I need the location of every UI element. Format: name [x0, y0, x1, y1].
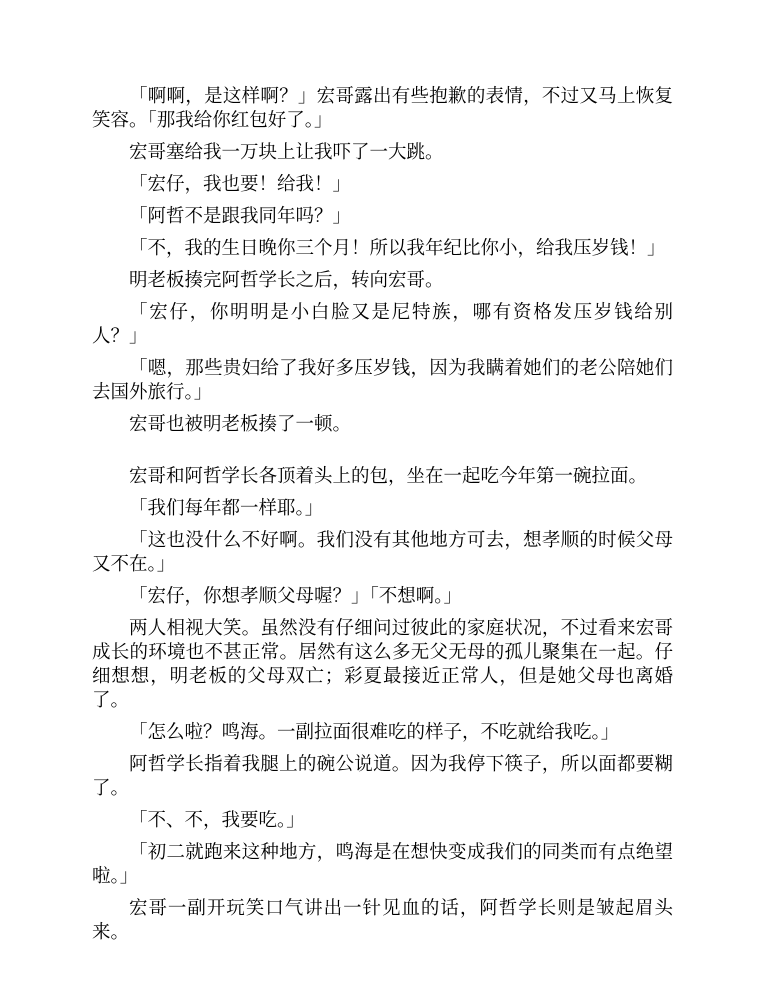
paragraph: 「宏仔，你明明是小白脸又是尼特族，哪有资格发压岁钱给别人？」 [92, 302, 673, 347]
paragraph: 「阿哲不是跟我同年吗？」 [129, 206, 352, 227]
paragraph: 宏哥和阿哲学长各顶着头上的包，坐在一起吃今年第一碗拉面。 [129, 466, 648, 487]
paragraph: 两人相视大笑。虽然没有仔细问过彼此的家庭状况，不过看来宏哥成长的环境也不甚正常。居然有这么多无父无母的孤儿聚集在一起。仔细想想，明老板的父母双亡；彩夏最接近正常人，但是她父母也离婚了。 [92, 618, 673, 711]
paragraph: 「嗯，那些贵妇给了我好多压岁钱，因为我瞒着她们的老公陪她们去国外旅行。」 [92, 358, 673, 403]
paragraph: 「宏仔，你想孝顺父母喔？」「不想啊。」 [129, 586, 463, 607]
paragraph: 宏哥塞给我一万块上让我吓了一大跳。 [129, 142, 444, 163]
paragraph: 「这也没什么不好啊。我们没有其他地方可去，想孝顺的时候父母又不在。」 [92, 530, 673, 575]
paragraph: 宏哥也被明老板揍了一顿。 [129, 414, 352, 435]
paragraph: 明老板揍完阿哲学长之后，转向宏哥。 [129, 270, 444, 291]
paragraph: 阿哲学长指着我腿上的碗公说道。因为我停下筷子，所以面都要糊了。 [92, 754, 673, 799]
paragraph: 「初二就跑来这种地方，鸣海是在想快变成我们的同类而有点绝望啦。」 [92, 842, 673, 887]
paragraph: 「我们每年都一样耶。」 [129, 498, 324, 519]
paragraph: 宏哥一副开玩笑口气讲出一针见血的话，阿哲学长则是皱起眉头来。 [92, 898, 673, 943]
paragraph: 「怎么啦？鸣海。一副拉面很难吃的样子，不吃就给我吃。」 [129, 722, 620, 743]
paragraph: 「不，我的生日晚你三个月！所以我年纪比你小，给我压岁钱！」 [129, 238, 666, 259]
paragraph: 「啊啊，是这样啊？」宏哥露出有些抱歉的表情，不过又马上恢复笑容。「那我给你红包好了。」 [92, 86, 673, 131]
paragraph: 「不、不，我要吃。」 [129, 810, 305, 831]
paragraph: 「宏仔，我也要！给我！」 [129, 174, 352, 195]
